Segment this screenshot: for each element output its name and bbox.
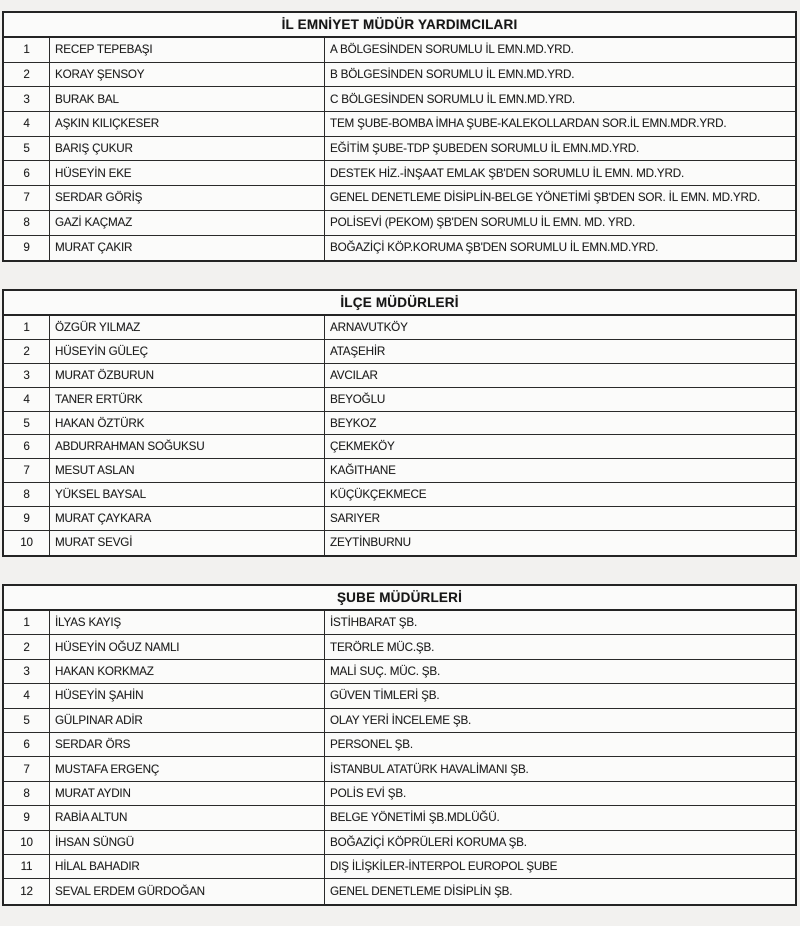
row-number: 10	[4, 531, 50, 555]
person-name: BURAK BAL	[50, 87, 325, 111]
table-row	[4, 459, 795, 483]
table-body	[4, 316, 795, 555]
table-row	[4, 340, 795, 364]
person-name: GAZİ KAÇMAZ	[50, 211, 325, 235]
table-row	[4, 855, 795, 879]
table-row	[4, 364, 795, 388]
person-name: ÖZGÜR YILMAZ	[50, 316, 325, 339]
table-row	[4, 412, 795, 436]
row-number: 9	[4, 236, 50, 261]
table-title: ŞUBE MÜDÜRLERİ	[4, 586, 795, 611]
row-number: 4	[4, 112, 50, 136]
district-name: KÜÇÜKÇEKMECE	[330, 488, 427, 502]
row-number: 11	[4, 855, 50, 878]
person-name: TANER ERTÜRK	[50, 388, 325, 411]
district-name: ATAŞEHİR	[330, 344, 386, 358]
person-name: SEVAL ERDEM GÜRDOĞAN	[50, 879, 325, 903]
district-name: ARNAVUTKÖY	[330, 320, 408, 334]
row-number: 12	[4, 879, 50, 903]
table-row	[4, 757, 795, 781]
row-number: 1	[4, 611, 50, 634]
duty-label: DESTEK HİZ.-İNŞAAT EMLAK ŞB'DEN SORUMLU İL EMN. MD.YRD.	[330, 166, 685, 180]
table-title: İL EMNİYET MÜDÜR YARDIMCILARI	[4, 13, 795, 38]
branch-name: BOĞAZİÇİ KÖPRÜLERİ KORUMA ŞB.	[330, 835, 527, 849]
branch-name: TERÖRLE MÜC.ŞB.	[330, 640, 435, 654]
table-row	[4, 63, 795, 88]
table-row	[4, 137, 795, 162]
person-name: SERDAR GÖRİŞ	[50, 186, 325, 210]
duty-label: POLİSEVİ (PEKOM) ŞB'DEN SORUMLU İL EMN. MD. YRD.	[330, 216, 636, 230]
person-name: MURAT ÇAYKARA	[50, 507, 325, 530]
person-name: İLYAS KAYIŞ	[50, 611, 325, 634]
person-name: HÜSEYİN ŞAHİN	[50, 684, 325, 707]
row-number: 9	[4, 507, 50, 530]
branch-name: MALİ SUÇ. MÜC. ŞB.	[330, 664, 441, 678]
table-row	[4, 211, 795, 236]
row-number: 10	[4, 831, 50, 854]
row-number: 1	[4, 316, 50, 339]
row-number: 7	[4, 459, 50, 482]
person-name: MESUT ASLAN	[50, 459, 325, 482]
table-row	[4, 782, 795, 806]
person-name: YÜKSEL BAYSAL	[50, 483, 325, 506]
person-name: HÜSEYİN GÜLEÇ	[50, 340, 325, 363]
row-number: 7	[4, 757, 50, 780]
row-number: 5	[4, 709, 50, 732]
table-row	[4, 635, 795, 659]
table-row	[4, 388, 795, 412]
district-name: AVCILAR	[330, 368, 378, 382]
table-row	[4, 87, 795, 112]
table-il-emniyet-mudur-yardimcilari	[2, 11, 797, 262]
person-name: MURAT ÇAKIR	[50, 236, 325, 261]
person-name: RECEP TEPEBAŞI	[50, 38, 325, 62]
person-name: RABİA ALTUN	[50, 806, 325, 829]
row-number: 6	[4, 435, 50, 458]
table-body	[4, 38, 795, 260]
table-row	[4, 611, 795, 635]
district-name: BEYKOZ	[330, 416, 377, 430]
branch-name: GÜVEN TİMLERİ ŞB.	[330, 689, 440, 703]
person-name: MUSTAFA ERGENÇ	[50, 757, 325, 780]
person-name: HÜSEYİN EKE	[50, 161, 325, 185]
person-name: HİLAL BAHADIR	[50, 855, 325, 878]
row-number: 5	[4, 412, 50, 435]
row-number: 5	[4, 137, 50, 161]
person-name: HÜSEYİN OĞUZ NAMLI	[50, 635, 325, 658]
row-number: 8	[4, 782, 50, 805]
branch-name: PERSONEL ŞB.	[330, 738, 413, 752]
person-name: İHSAN SÜNGÜ	[50, 831, 325, 854]
district-name: KAĞITHANE	[330, 464, 396, 478]
person-name: SERDAR ÖRS	[50, 733, 325, 756]
person-name: MURAT ÖZBURUN	[50, 364, 325, 387]
table-row	[4, 684, 795, 708]
district-name: BEYOĞLU	[330, 392, 386, 406]
row-number: 8	[4, 483, 50, 506]
duty-label: TEM ŞUBE-BOMBA İMHA ŞUBE-KALEKOLLARDAN SOR.İL EMN.MDR.YRD.	[330, 117, 727, 131]
branch-name: OLAY YERİ İNCELEME ŞB.	[330, 713, 472, 727]
branch-name: DIŞ İLİŞKİLER-İNTERPOL EUROPOL ŞUBE	[330, 860, 558, 874]
district-name: SARIYER	[330, 512, 380, 526]
duty-label: BOĞAZİÇİ KÖP.KORUMA ŞB'DEN SORUMLU İL EMN.MD.YRD.	[330, 241, 659, 255]
table-row	[4, 316, 795, 340]
row-number: 6	[4, 161, 50, 185]
table-row	[4, 38, 795, 63]
duty-label: GENEL DENETLEME DİSİPLİN-BELGE YÖNETİMİ ŞB'DEN SOR. İL EMN. MD.YRD.	[330, 191, 761, 205]
person-name: HAKAN KORKMAZ	[50, 660, 325, 683]
duty-label: B BÖLGESİNDEN SORUMLU İL EMN.MD.YRD.	[330, 68, 575, 82]
table-row	[4, 806, 795, 830]
row-number: 6	[4, 733, 50, 756]
table-row	[4, 879, 795, 903]
table-row	[4, 186, 795, 211]
person-name: MURAT AYDIN	[50, 782, 325, 805]
branch-name: İSTİHBARAT ŞB.	[330, 616, 418, 630]
duty-label: A BÖLGESİNDEN SORUMLU İL EMN.MD.YRD.	[330, 43, 574, 57]
row-number: 9	[4, 806, 50, 829]
row-number: 8	[4, 211, 50, 235]
row-number: 2	[4, 635, 50, 658]
table-row	[4, 831, 795, 855]
table-row	[4, 531, 795, 555]
table-row	[4, 236, 795, 261]
table-row	[4, 733, 795, 757]
table-title: İLÇE MÜDÜRLERİ	[4, 291, 795, 316]
row-number: 4	[4, 684, 50, 707]
person-name: MURAT SEVGİ	[50, 531, 325, 555]
table-row	[4, 660, 795, 684]
person-name: ABDURRAHMAN SOĞUKSU	[50, 435, 325, 458]
branch-name: İSTANBUL ATATÜRK HAVALİMANI ŞB.	[330, 762, 529, 776]
row-number: 1	[4, 38, 50, 62]
district-name: ZEYTİNBURNU	[330, 536, 411, 550]
row-number: 3	[4, 87, 50, 111]
table-ilce-mudurleri	[2, 289, 797, 557]
person-name: BARIŞ ÇUKUR	[50, 137, 325, 161]
person-name: HAKAN ÖZTÜRK	[50, 412, 325, 435]
row-number: 3	[4, 364, 50, 387]
table-body	[4, 611, 795, 904]
person-name: AŞKIN KILIÇKESER	[50, 112, 325, 136]
duty-label: EĞİTİM ŞUBE-TDP ŞUBEDEN SORUMLU İL EMN.MD.YRD.	[330, 142, 639, 156]
table-row	[4, 435, 795, 459]
branch-name: POLİS EVİ ŞB.	[330, 786, 406, 800]
branch-name: BELGE YÖNETİMİ ŞB.MDLÜĞÜ.	[330, 811, 500, 825]
row-number: 2	[4, 340, 50, 363]
person-name: KORAY ŞENSOY	[50, 63, 325, 87]
table-row	[4, 507, 795, 531]
table-row	[4, 161, 795, 186]
district-name: ÇEKMEKÖY	[330, 440, 395, 454]
person-name: GÜLPINAR ADİR	[50, 709, 325, 732]
table-sube-mudurleri	[2, 584, 797, 906]
table-row	[4, 709, 795, 733]
row-number: 7	[4, 186, 50, 210]
row-number: 2	[4, 63, 50, 87]
branch-name: GENEL DENETLEME DİSİPLİN ŞB.	[330, 884, 513, 898]
duty-label: C BÖLGESİNDEN SORUMLU İL EMN.MD.YRD.	[330, 92, 575, 106]
row-number: 3	[4, 660, 50, 683]
table-row	[4, 483, 795, 507]
table-row	[4, 112, 795, 137]
row-number: 4	[4, 388, 50, 411]
